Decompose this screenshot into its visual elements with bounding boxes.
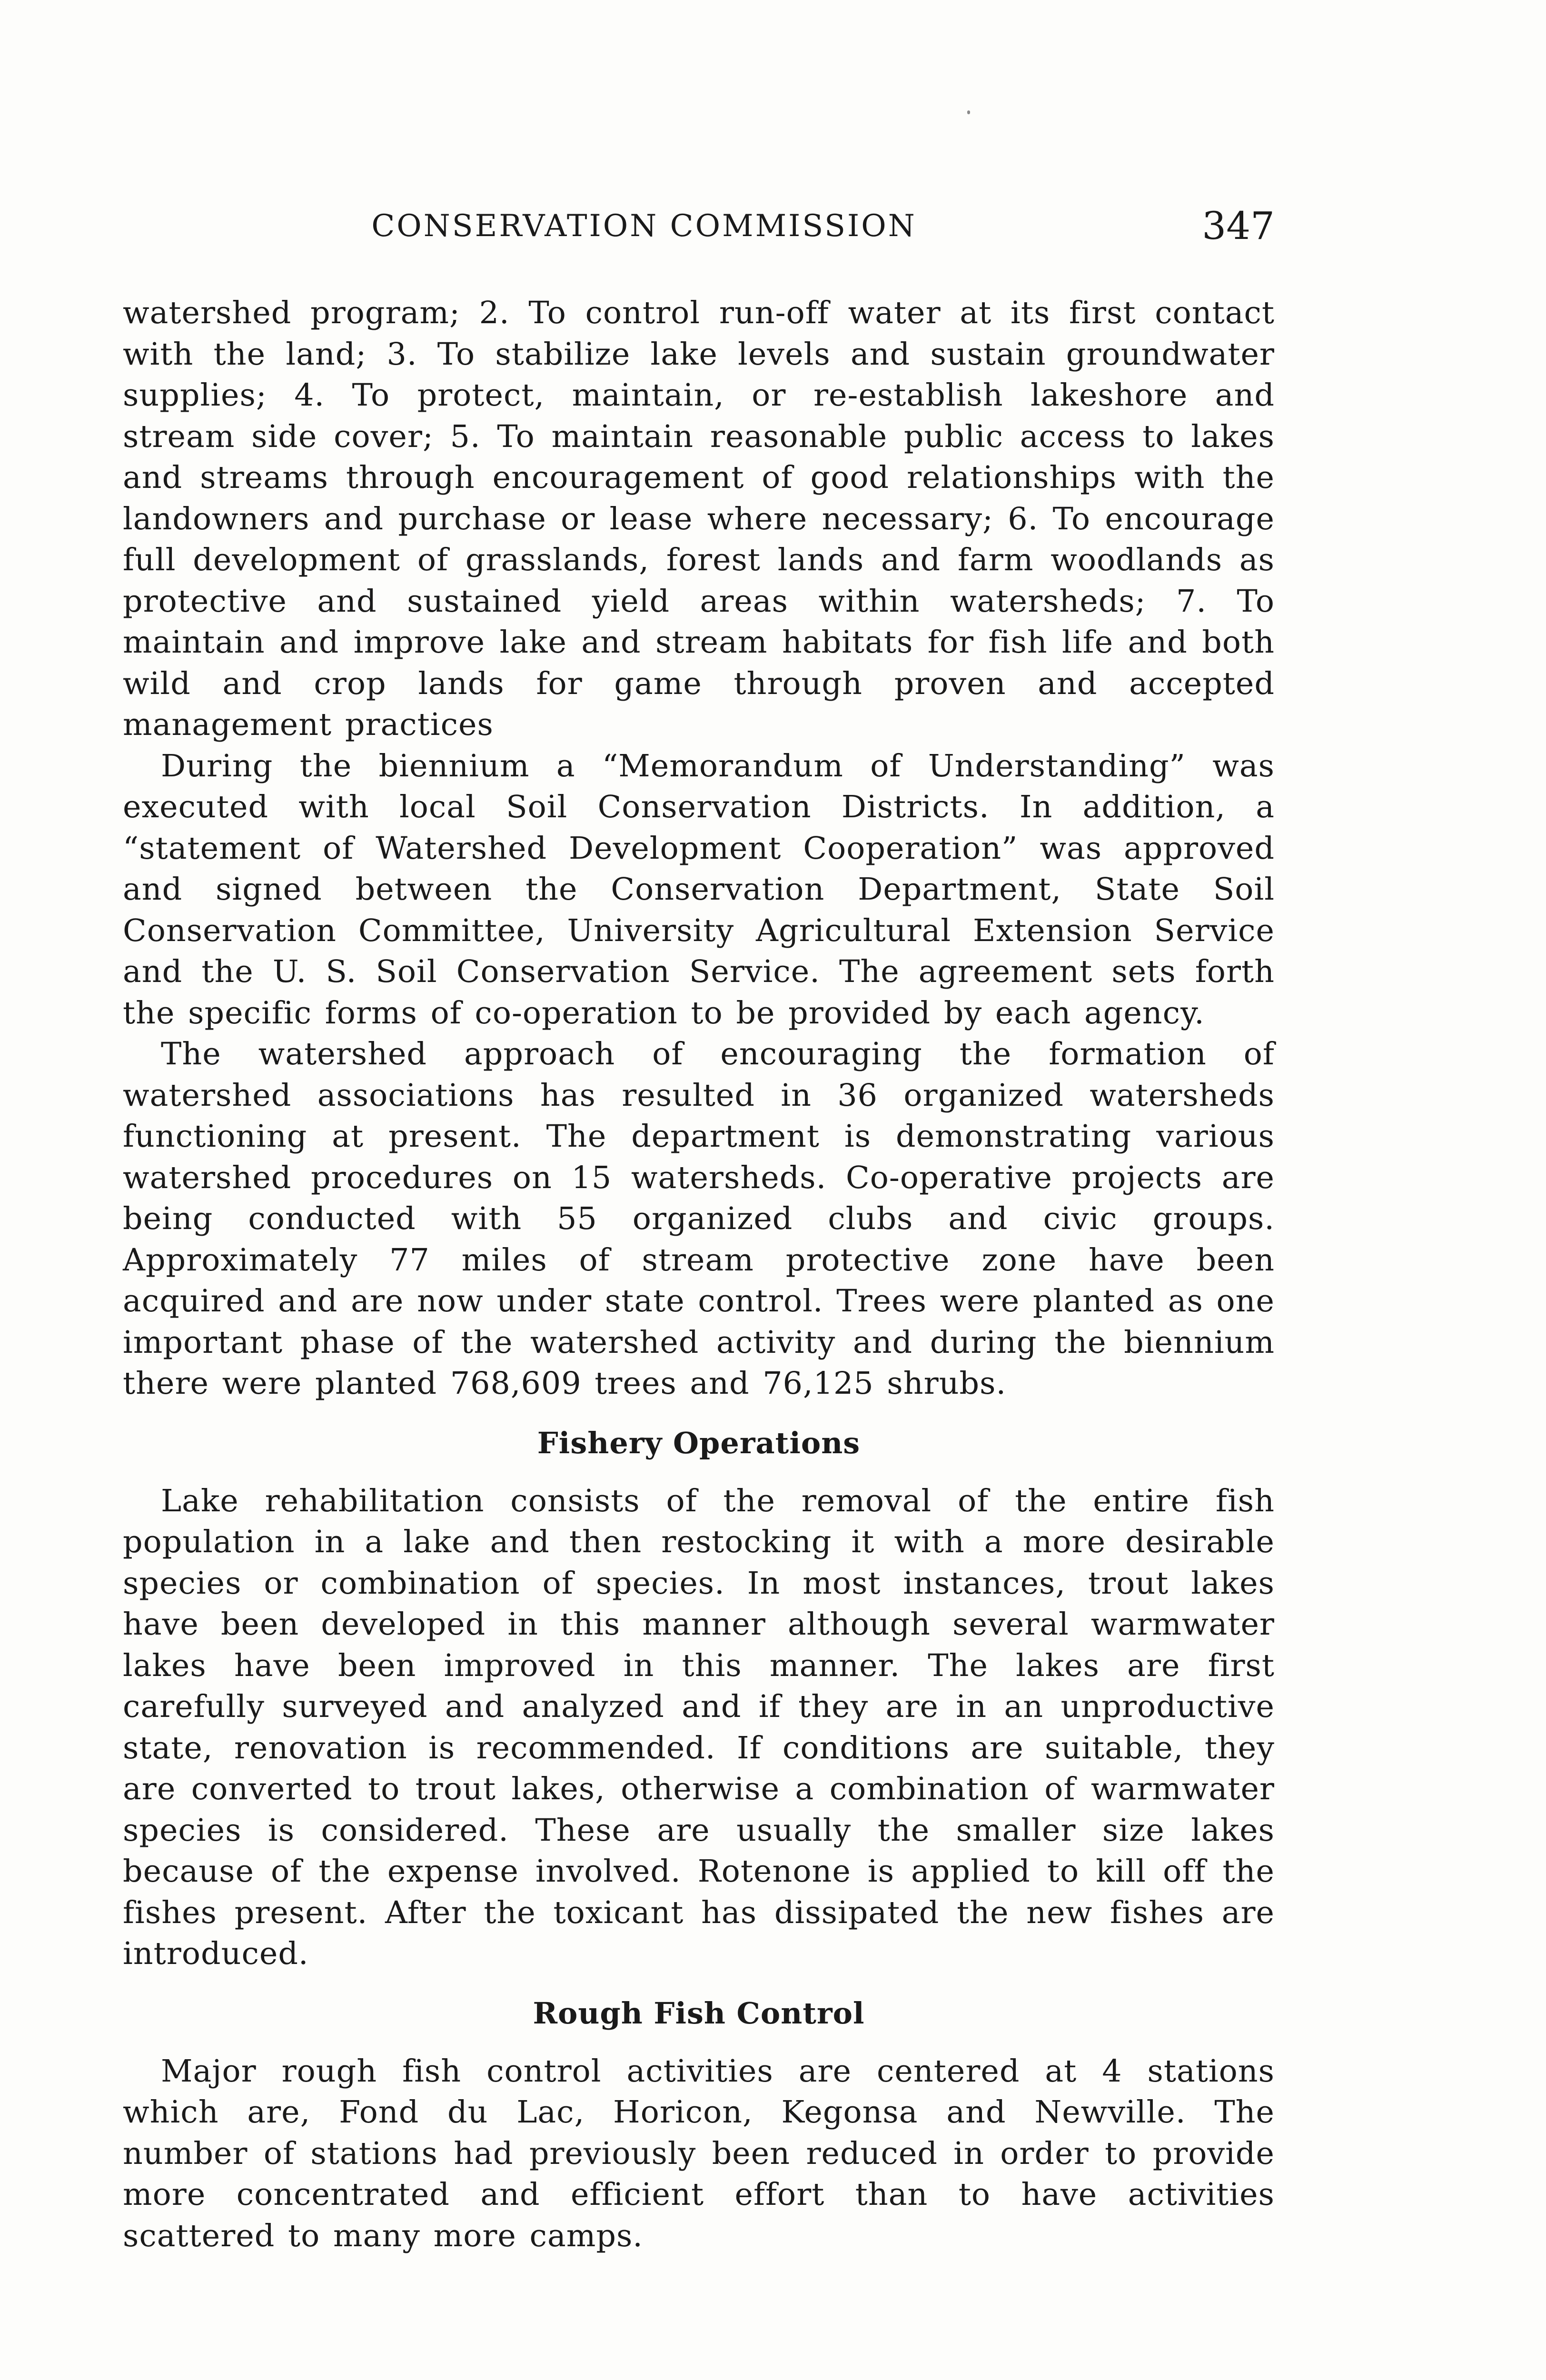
running-title: CONSERVATION COMMISSION: [371, 208, 917, 244]
running-header: [123, 205, 1275, 248]
scan-speck: [967, 110, 970, 114]
paragraph-lake-rehabilitation: Lake rehabilitation consists of the removal of the entire fish population in a lake and then restocking it with a more desirable species or combination of species. In most instances, trout lakes have been developed in this manner although several warmwater lakes have been improved in this manner. The lakes are first carefully surveyed and analyzed and if they are in an unproductive state, renovation is recommended. If conditions are suitable, they are converted to trout lakes, otherwise a combination of warmwater species is considered. These are usually the smaller size lakes because of the expense involved. Rotenone is applied to kill off the fishes present. After the toxicant has dissipated the new fishes are introduced.: [123, 1483, 1275, 1972]
paragraph-rough-fish-stations: Major rough fish control activities are centered at 4 stations which are, Fond du Lac, Horicon, Kegonsa and Newville. The number of stations had previously been reduced in order to provide more concentrated and efficient effort than to have activities scattered to many more camps.: [123, 2053, 1275, 2254]
body-text: [123, 293, 1275, 2257]
paragraph-watershed-approach: The watershed approach of encouraging the formation of watershed associations has resulted in 36 organized watersheds functioning at present. The department is demonstrating various watershed procedures on 15 watersheds. Co-operative projects are being conducted with 55 organized clubs and civic groups. Approximately 77 miles of stream protective zone have been acquired and are now under state control. Trees were planted as one important phase of the watershed activity and during the biennium there were planted 768,609 trees and 76,125 shrubs.: [123, 1036, 1275, 1401]
paragraph-memorandum: During the biennium a “Memorandum of Understanding” was executed with local Soil Conservation Districts. In addition, a “statement of Watershed Development Cooperation” was approved and signed between the Conservation Department, State Soil Conservation Committee, University Agricultural Extension Service and the U. S. Soil Conservation Service. The agreement sets forth the specific forms of co-operation to be provided by each agency.: [123, 748, 1275, 1031]
page-number: 347: [1202, 204, 1275, 248]
paragraph-watershed-objectives: watershed program; 2. To control run-off water at its first contact with the land; 3. To stabilize lake levels and sustain groundwater supplies; 4. To protect, maintain, or re-establish lakeshore and stream side cover; 5. To maintain reasonable public access to lakes and streams through encouragement of good relationships with the landowners and purchase or lease where necessary; 6. To encourage full development of grasslands, forest lands and farm woodlands as protective and sustained yield areas within watersheds; 7. To maintain and improve lake and stream habitats for fish life and both wild and crop lands for game through proven and accepted management practices: [123, 295, 1275, 743]
heading-rough-fish-control: Rough Fish Control: [533, 1995, 865, 2031]
heading-fishery-operations: Fishery Operations: [537, 1425, 861, 1460]
